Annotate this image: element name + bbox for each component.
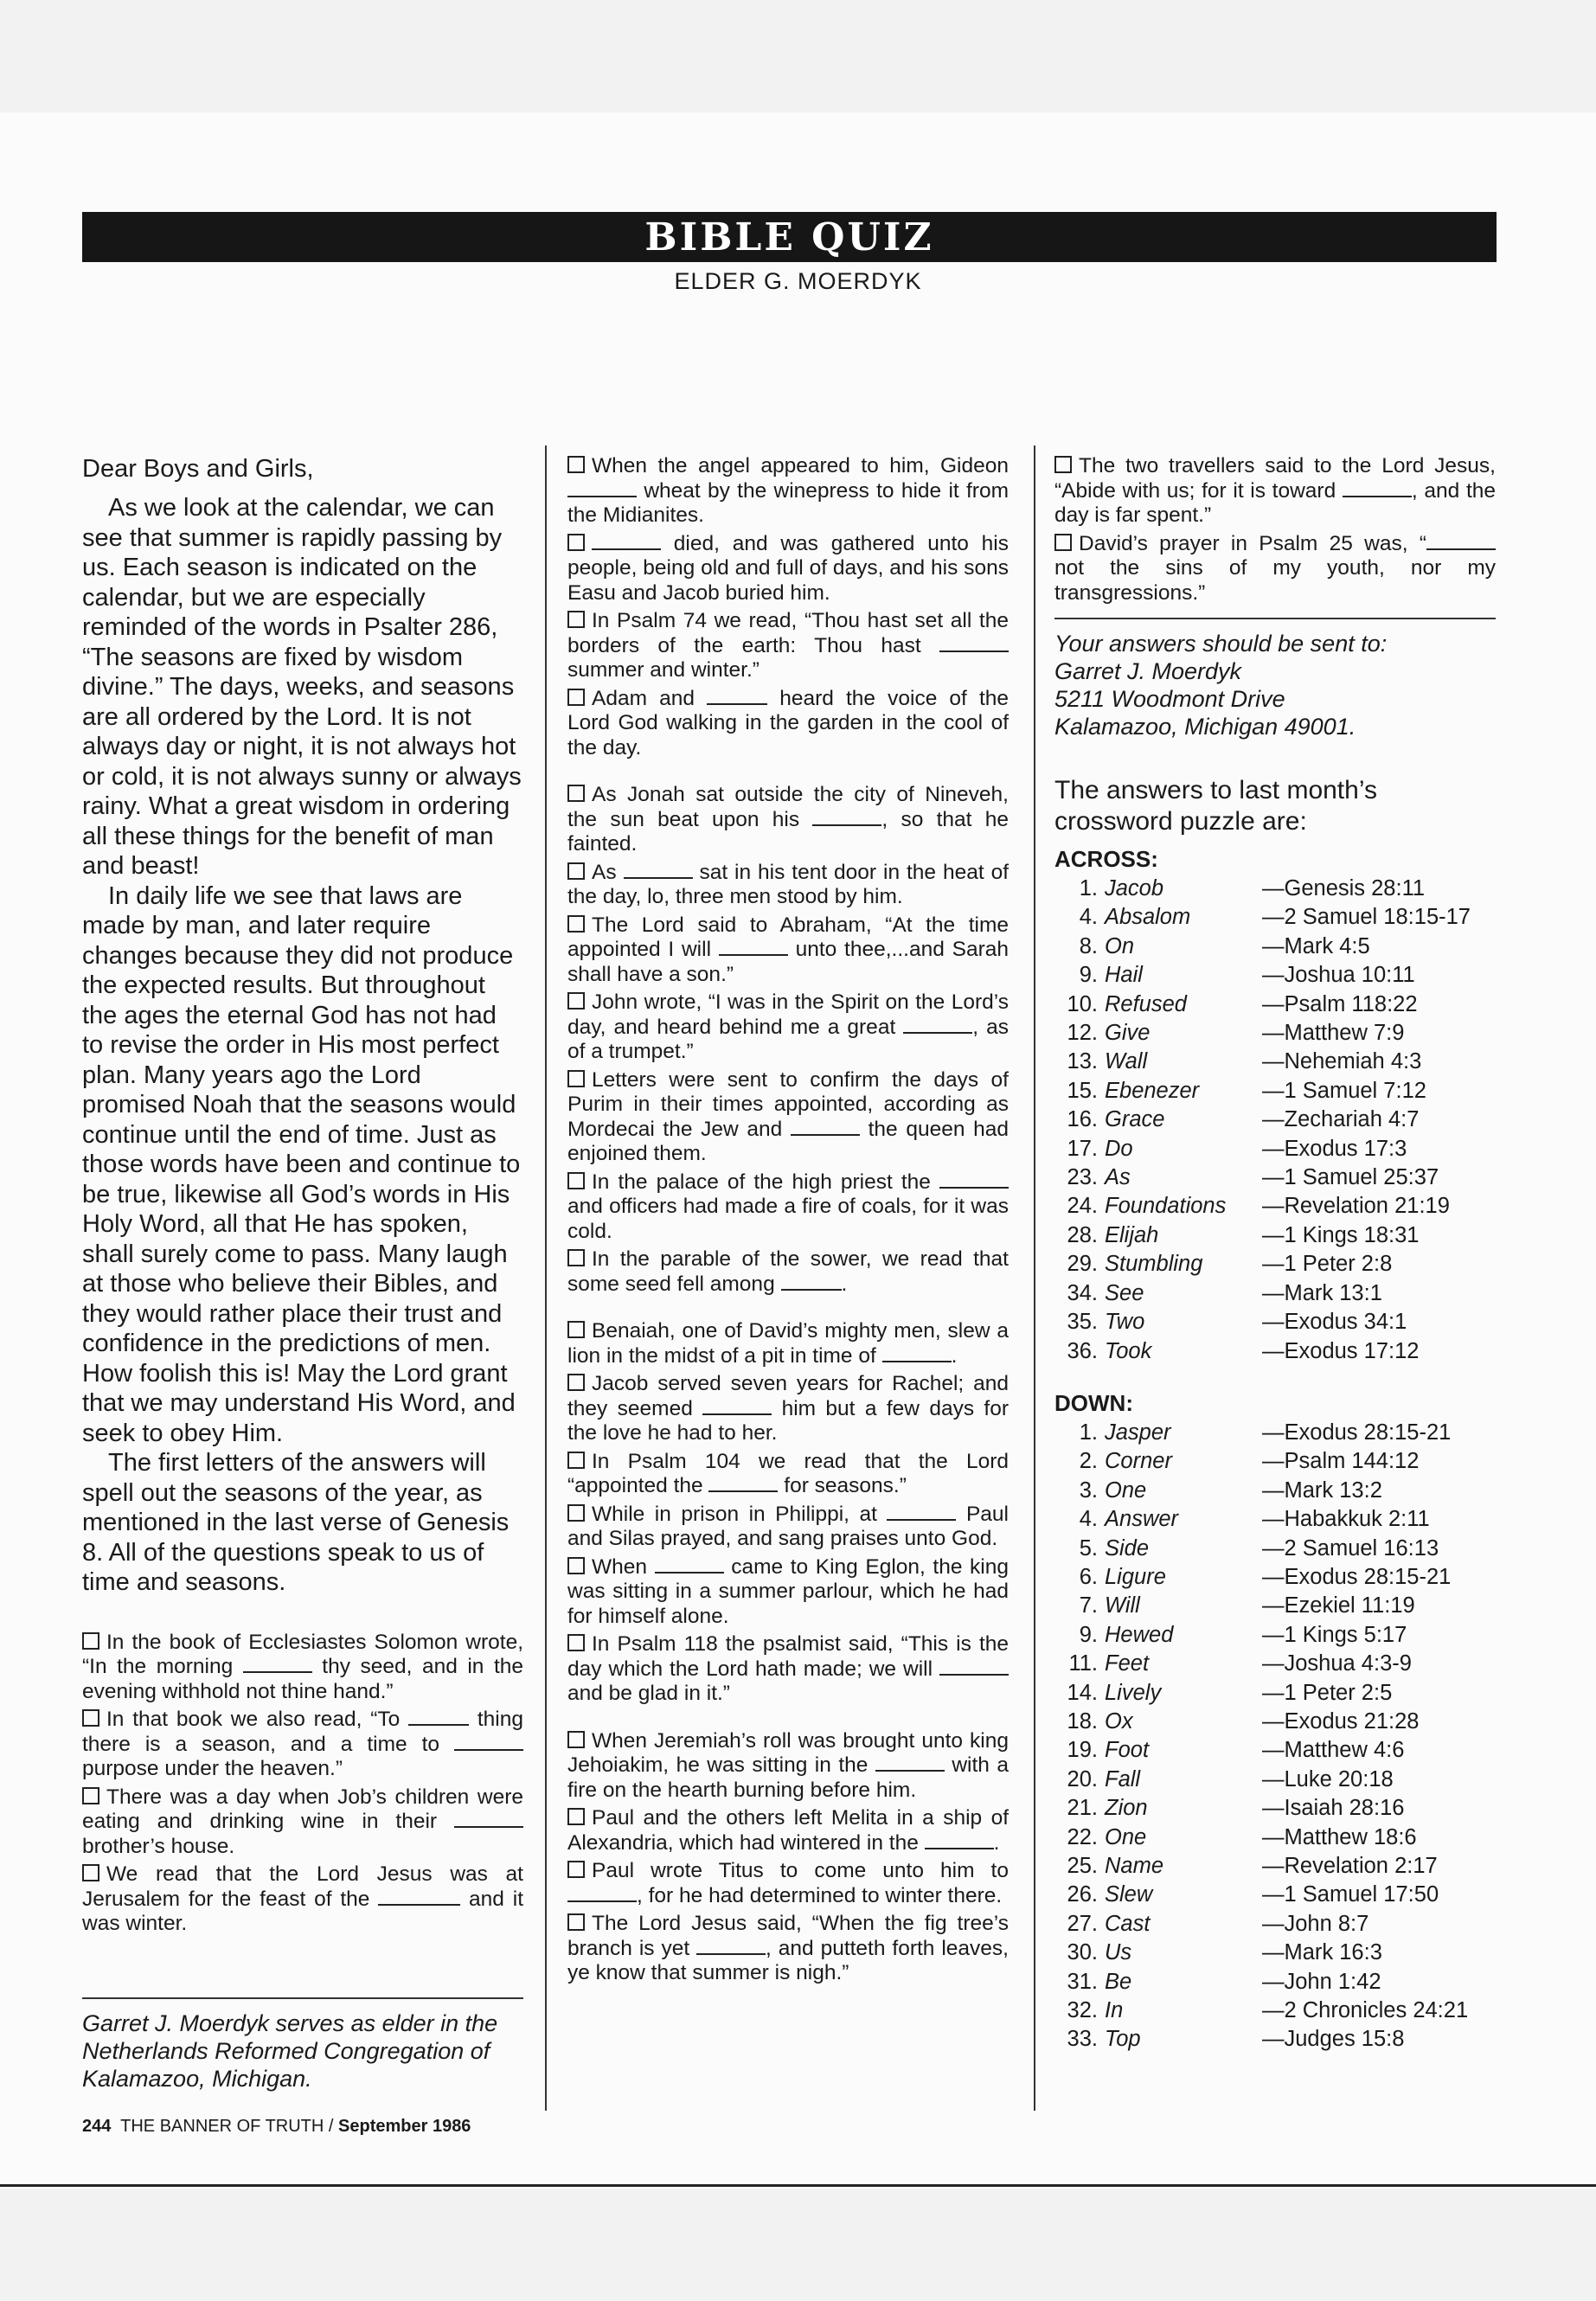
- page-title: BIBLE QUIZ: [644, 215, 934, 260]
- answer-blank[interactable]: [702, 1400, 772, 1415]
- answer-number: 24.: [1067, 1194, 1098, 1219]
- quiz-question: The Lord Jesus said, “When the fig tree’s branch is yet , and putteth forth leaves, ye know that summer is nigh.”: [567, 1912, 1009, 1984]
- answer-word: Ebenezer: [1105, 1078, 1200, 1103]
- intro-text: [82, 493, 523, 1598]
- across-answer-list: [1054, 875, 1496, 1366]
- answer-word: Cast: [1105, 1911, 1151, 1936]
- answer-word: Foundations: [1105, 1194, 1227, 1219]
- intro-paragraph: The first letters of the answers will spell out the seasons of the year, as mentioned in the last verse of Genesis 8. All of the questions speak to us of time and seasons.: [82, 1449, 510, 1596]
- answer-reference: —Nehemiah 4:3: [1262, 1049, 1422, 1074]
- answer-blank[interactable]: [812, 811, 881, 826]
- page-number: 244: [82, 2117, 112, 2136]
- answer-reference: —Psalm 118:22: [1262, 991, 1418, 1016]
- quiz-question: When Jeremiah’s roll was brought unto king Jehoiakim, he was sitting in the with a fire on the hearth burning before him.: [567, 1728, 1009, 1802]
- answer-row: [1054, 1766, 1496, 1794]
- answer-word: Wall: [1105, 1049, 1148, 1074]
- answer-row: [1054, 933, 1496, 961]
- quiz-question: In the palace of the high priest the and officers had made a fire of coals, for it was cold.: [567, 1170, 1009, 1243]
- question-list: [82, 1631, 523, 1937]
- answer-reference: —1 Samuel 17:50: [1262, 1882, 1439, 1907]
- answer-row: [1054, 990, 1496, 1019]
- answer-row: [1054, 1592, 1496, 1620]
- column-right: [1054, 454, 1496, 2054]
- answer-reference: —2 Chronicles 24:21: [1262, 1998, 1469, 2023]
- answer-number: 21.: [1067, 1796, 1098, 1821]
- answer-blank[interactable]: [567, 482, 637, 497]
- answer-row: [1054, 1621, 1496, 1650]
- answer-word: Jasper: [1105, 1420, 1171, 1445]
- answer-reference: —Isaiah 28:16: [1262, 1796, 1405, 1821]
- answer-word: Name: [1105, 1854, 1164, 1878]
- answer-number: 35.: [1067, 1310, 1098, 1335]
- answer-reference: —Habakkuk 2:11: [1262, 1507, 1430, 1532]
- footnote-rule: [82, 1997, 523, 1999]
- down-heading: DOWN:: [1054, 1389, 1133, 1416]
- send-name: Garret J. Moerdyk: [1054, 658, 1242, 684]
- answer-row: [1054, 1679, 1496, 1708]
- answer-row: [1054, 1881, 1496, 1909]
- answer-number: 8.: [1079, 933, 1098, 958]
- answer-number: 16.: [1067, 1107, 1098, 1132]
- answer-reference: —1 Peter 2:8: [1262, 1252, 1393, 1277]
- quiz-question: There was a day when Job’s children were eating and drinking wine in their brother’s house.: [82, 1785, 523, 1858]
- answer-row: [1054, 1048, 1496, 1076]
- answer-number: 29.: [1067, 1252, 1098, 1277]
- answer-number: 15.: [1067, 1078, 1098, 1103]
- checkbox-icon[interactable]: [567, 1249, 585, 1266]
- answer-reference: —John 1:42: [1262, 1969, 1381, 1994]
- answer-blank[interactable]: [791, 1120, 860, 1136]
- checkbox-icon[interactable]: [82, 1787, 99, 1804]
- answer-word: Fall: [1105, 1766, 1141, 1791]
- answer-number: 4.: [1079, 905, 1098, 930]
- answer-blank[interactable]: [939, 1173, 1009, 1189]
- answer-number: 1.: [1079, 1420, 1098, 1445]
- answer-word: Elijah: [1105, 1222, 1159, 1247]
- answer-row: [1054, 1163, 1496, 1192]
- checkbox-icon[interactable]: [82, 1632, 99, 1650]
- answer-row: [1054, 1535, 1496, 1563]
- answer-row: [1054, 1221, 1496, 1250]
- answer-blank[interactable]: [1426, 535, 1496, 550]
- answer-number: 3.: [1079, 1477, 1098, 1503]
- author-footnote: Garret J. Moerdyk serves as elder in the Netherlands Reformed Congregation of Kalamazoo, Michigan.: [82, 2009, 498, 2092]
- send-street: 5211 Woodmont Drive: [1054, 686, 1285, 712]
- quiz-question: In Psalm 118 the psalmist said, “This is the day which the Lord hath made; we will and be glad in it.”: [567, 1632, 1009, 1705]
- checkbox-icon[interactable]: [567, 1374, 585, 1391]
- salutation: Dear Boys and Girls,: [82, 455, 314, 483]
- answer-word: One: [1105, 1477, 1147, 1503]
- answer-number: 17.: [1067, 1136, 1098, 1161]
- answer-word: Will: [1105, 1593, 1140, 1618]
- answer-row: [1054, 1505, 1496, 1534]
- checkbox-icon[interactable]: [567, 915, 585, 933]
- checkbox-icon[interactable]: [567, 1557, 585, 1574]
- answer-row: [1054, 1968, 1496, 1997]
- across-heading: ACROSS:: [1054, 846, 1158, 872]
- checkbox-icon[interactable]: [567, 1731, 585, 1748]
- answer-word: Absalom: [1105, 905, 1191, 930]
- column-divider: [545, 445, 547, 2111]
- answer-row: [1054, 2025, 1496, 2054]
- answer-number: 30.: [1067, 1940, 1098, 1965]
- answer-row: [1054, 1106, 1496, 1134]
- answer-blank[interactable]: [875, 1756, 945, 1772]
- answer-number: 12.: [1067, 1021, 1098, 1046]
- quiz-question: The two travellers said to the Lord Jesus, “Abide with us; for it is toward , and the day is far spent.”: [1054, 454, 1497, 527]
- answer-number: 23.: [1067, 1165, 1098, 1190]
- checkbox-icon[interactable]: [567, 785, 585, 802]
- answer-word: As: [1105, 1165, 1131, 1190]
- answer-word: Answer: [1105, 1507, 1179, 1532]
- quiz-question: The Lord said to Abraham, “At the time appointed I will unto thee,...and Sarah shall have a son.”: [567, 913, 1010, 986]
- answer-row: [1054, 1135, 1496, 1163]
- answer-reference: —1 Kings 5:17: [1262, 1622, 1407, 1647]
- quiz-question: When the angel appeared to him, Gideon wheat by the winepress to hide it from the Midianites.: [567, 454, 1010, 527]
- checkbox-icon[interactable]: [1054, 534, 1072, 551]
- checkbox-icon[interactable]: [567, 992, 585, 1009]
- answer-number: 14.: [1067, 1680, 1098, 1705]
- answer-number: 6.: [1079, 1564, 1098, 1589]
- page-bottom-rule: [0, 2184, 1596, 2187]
- checkbox-icon[interactable]: [567, 611, 585, 628]
- answer-blank[interactable]: [454, 1735, 523, 1751]
- answer-row: [1054, 1419, 1496, 1447]
- answer-reference: —1 Samuel 25:37: [1262, 1165, 1439, 1190]
- checkbox-icon[interactable]: [1054, 456, 1072, 473]
- page-folio: [82, 2117, 471, 2137]
- checkbox-icon[interactable]: [82, 1709, 99, 1727]
- section-rule: [1054, 618, 1496, 619]
- answer-reference: —Joshua 10:11: [1262, 963, 1415, 988]
- quiz-question: David’s prayer in Psalm 25 was, “ not the sins of my youth, nor my transgressions.”: [1054, 531, 1496, 605]
- answer-number: 9.: [1079, 963, 1098, 988]
- quiz-question: In Psalm 74 we read, “Thou hast set all the borders of the earth: Thou hast summer and winter.”: [567, 609, 1009, 682]
- answer-number: 28.: [1067, 1222, 1098, 1247]
- answer-blank[interactable]: [707, 689, 767, 705]
- column-divider: [1034, 445, 1035, 2111]
- answer-row: [1054, 1337, 1496, 1366]
- answer-number: 4.: [1079, 1507, 1098, 1532]
- answer-row: [1054, 1939, 1496, 1967]
- quiz-question: While in prison in Philippi, at Paul and Silas prayed, and sang praises unto God.: [567, 1502, 1009, 1550]
- answer-word: Ligure: [1105, 1564, 1166, 1589]
- answer-row: [1054, 1823, 1496, 1852]
- answer-number: 1.: [1079, 876, 1098, 901]
- answer-number: 9.: [1079, 1622, 1098, 1647]
- answer-reference: —Joshua 4:3-9: [1262, 1651, 1412, 1676]
- answer-number: 13.: [1067, 1049, 1098, 1074]
- answer-blank[interactable]: [781, 1275, 842, 1291]
- quiz-question: John wrote, “I was in the Spirit on the Lord’s day, and heard behind me a great , as of a trumpet.”: [567, 990, 1009, 1063]
- answer-blank[interactable]: [925, 1834, 994, 1849]
- answer-row: [1054, 1650, 1496, 1678]
- answer-word: Refused: [1105, 991, 1187, 1016]
- answer-reference: —Luke 20:18: [1262, 1766, 1394, 1791]
- answer-number: 26.: [1067, 1882, 1098, 1907]
- answer-reference: —Revelation 21:19: [1262, 1194, 1450, 1219]
- answer-row: [1054, 1852, 1496, 1881]
- checkbox-icon[interactable]: [567, 534, 585, 551]
- answer-row: [1054, 1794, 1496, 1823]
- answer-word: Us: [1105, 1940, 1132, 1965]
- quiz-question: As Jonah sat outside the city of Nineveh, the sun beat upon his , so that he fainted.: [567, 783, 1009, 856]
- answer-blank[interactable]: [708, 1477, 778, 1492]
- answer-word: Jacob: [1105, 876, 1164, 901]
- answer-blank[interactable]: [655, 1558, 724, 1574]
- answer-row: [1054, 1077, 1496, 1106]
- answer-reference: —1 Kings 18:31: [1262, 1222, 1420, 1247]
- answer-reference: —Revelation 2:17: [1262, 1854, 1438, 1878]
- quiz-question: In the book of Ecclesiastes Solomon wrote, “In the morning thy seed, and in the evening withhold not thine hand.”: [82, 1630, 523, 1703]
- quiz-question: Jacob served seven years for Rachel; and they seemed him but a few days for the love he had to her.: [567, 1372, 1010, 1445]
- answer-word: Took: [1105, 1338, 1152, 1363]
- answer-blank[interactable]: [719, 940, 788, 956]
- title-banner: [82, 212, 1497, 262]
- quiz-question: In Psalm 104 we read that the Lord “appointed the for seasons.”: [567, 1449, 1009, 1497]
- answer-reference: —2 Samuel 18:15-17: [1262, 905, 1471, 930]
- answer-word: Top: [1105, 2027, 1141, 2052]
- answer-word: Side: [1105, 1535, 1150, 1561]
- answer-row: [1054, 875, 1496, 903]
- answer-blank[interactable]: [624, 863, 693, 879]
- answer-blank[interactable]: [243, 1657, 312, 1673]
- column-left: [82, 454, 523, 2093]
- answer-reference: —Psalm 144:12: [1262, 1449, 1420, 1474]
- answer-word: One: [1105, 1824, 1147, 1849]
- answer-number: 5.: [1079, 1535, 1098, 1561]
- answer-word: Corner: [1105, 1449, 1172, 1474]
- answer-word: On: [1105, 933, 1135, 958]
- answer-number: 31.: [1067, 1969, 1098, 1994]
- checkbox-icon[interactable]: [567, 456, 585, 473]
- answer-row: [1054, 1019, 1496, 1048]
- answer-blank[interactable]: [592, 535, 661, 550]
- answer-word: Foot: [1105, 1738, 1150, 1763]
- answer-reference: —Mark 16:3: [1262, 1940, 1382, 1965]
- answer-blank[interactable]: [1343, 482, 1412, 497]
- answer-row: [1054, 1447, 1496, 1476]
- answer-row: [1054, 1250, 1496, 1279]
- answer-reference: —Mark 4:5: [1262, 933, 1370, 958]
- checkbox-icon[interactable]: [567, 1808, 585, 1825]
- answer-reference: —Genesis 28:11: [1262, 876, 1426, 901]
- answer-word: Slew: [1105, 1882, 1153, 1907]
- answer-word: Give: [1105, 1021, 1151, 1046]
- quiz-question: died, and was gathered unto his people, being old and full of days, and his sons Easu and Jacob buried him.: [567, 531, 1009, 605]
- answer-number: 2.: [1079, 1449, 1098, 1474]
- answer-number: 33.: [1067, 2027, 1098, 2052]
- answer-row: [1054, 1192, 1496, 1221]
- answer-word: Ox: [1105, 1708, 1133, 1734]
- checkbox-icon[interactable]: [567, 1172, 585, 1189]
- answer-number: 19.: [1067, 1738, 1098, 1763]
- checkbox-icon[interactable]: [567, 1504, 585, 1522]
- answer-reference: —1 Peter 2:5: [1262, 1680, 1393, 1705]
- answer-word: Do: [1105, 1136, 1133, 1161]
- checkbox-icon[interactable]: [82, 1864, 99, 1881]
- answer-row: [1054, 1708, 1496, 1736]
- intro-paragraph: As we look at the calendar, we can see that summer is rapidly passing by us. Each season is indicated on the calendar, but we are especially reminded of the words in Psalter 286, “The seasons are fixed by wisdom divine.” The days, weeks, and seasons are all ordered by the Lord. It is not always day or night, it is not always hot or cold, it is not always sunny or always rainy. What a great wisdom in ordering all these things for the benefit of man and beast!: [82, 494, 522, 880]
- send-answers-block: [1054, 630, 1496, 740]
- answer-blank[interactable]: [903, 1018, 972, 1034]
- answer-blank[interactable]: [567, 1887, 637, 1902]
- checkbox-icon[interactable]: [567, 1321, 585, 1338]
- answer-reference: —Exodus 17:12: [1262, 1338, 1420, 1363]
- answer-word: Grace: [1105, 1107, 1165, 1132]
- answer-word: Zion: [1105, 1796, 1148, 1821]
- answer-number: 10.: [1067, 991, 1098, 1016]
- answer-reference: —Mark 13:2: [1262, 1477, 1382, 1503]
- answer-number: 32.: [1067, 1998, 1098, 2023]
- answer-number: 25.: [1067, 1854, 1098, 1878]
- down-answer-list: [1054, 1419, 1496, 2054]
- checkbox-icon[interactable]: [567, 1634, 585, 1651]
- answer-number: 11.: [1068, 1651, 1098, 1676]
- quiz-question: In the parable of the sower, we read that some seed fell among .: [567, 1247, 1009, 1296]
- answer-number: 20.: [1067, 1766, 1098, 1791]
- answer-reference: —Mark 13:1: [1262, 1280, 1382, 1305]
- answer-reference: —Matthew 18:6: [1262, 1824, 1417, 1849]
- answer-blank[interactable]: [378, 1890, 460, 1906]
- quiz-question: Benaiah, one of David’s mighty men, slew a lion in the midst of a pit in time of .: [567, 1319, 1009, 1368]
- quiz-question: Paul wrote Titus to come unto him to , for he had determined to winter there.: [567, 1859, 1009, 1908]
- answer-reference: —2 Samuel 16:13: [1262, 1535, 1439, 1561]
- answer-row: [1054, 903, 1496, 932]
- quiz-question: Letters were sent to confirm the days of Purim in their times appointed, according as Mordecai the Jew and the queen had enjoined them.: [567, 1067, 1009, 1165]
- answer-number: 18.: [1067, 1708, 1098, 1734]
- answer-row: [1054, 1736, 1496, 1765]
- answer-row: [1054, 961, 1496, 990]
- answer-number: 36.: [1067, 1338, 1098, 1363]
- answer-row: [1054, 1997, 1496, 2025]
- answer-reference: —1 Samuel 7:12: [1262, 1078, 1426, 1103]
- quiz-question: We read that the Lord Jesus was at Jerusalem for the feast of the and it was winter.: [82, 1862, 523, 1935]
- checkbox-icon[interactable]: [567, 1452, 585, 1469]
- answer-row: [1054, 1279, 1496, 1308]
- answer-word: In: [1105, 1998, 1124, 2023]
- answer-number: 27.: [1067, 1911, 1098, 1936]
- answer-word: Feet: [1105, 1651, 1150, 1676]
- answer-reference: —Exodus 17:3: [1262, 1136, 1407, 1161]
- quiz-question: Adam and heard the voice of the Lord God walking in the garden in the cool of the day.: [567, 686, 1010, 760]
- answer-reference: —Exodus 34:1: [1262, 1310, 1407, 1335]
- answer-reference: —Exodus 21:28: [1262, 1708, 1420, 1734]
- answer-reference: —Zechariah 4:7: [1262, 1107, 1420, 1132]
- quiz-question: When came to King Eglon, the king was sitting in a summer parlour, which he had for himself alone.: [567, 1554, 1009, 1628]
- answer-word: Two: [1105, 1310, 1145, 1335]
- checkbox-icon[interactable]: [567, 1070, 585, 1087]
- answer-blank[interactable]: [882, 1347, 952, 1362]
- answer-number: 34.: [1067, 1280, 1098, 1305]
- quiz-question: Paul and the others left Melita in a ship of Alexandria, which had wintered in the .: [567, 1806, 1009, 1855]
- checkbox-icon[interactable]: [567, 862, 585, 880]
- answer-blank[interactable]: [696, 1939, 766, 1955]
- answer-number: 22.: [1067, 1824, 1098, 1849]
- column-middle: [567, 454, 1009, 1990]
- answer-blank[interactable]: [408, 1710, 469, 1726]
- answer-blank[interactable]: [454, 1812, 523, 1828]
- answer-word: Hail: [1105, 963, 1143, 988]
- issue-date: September 1986: [338, 2117, 471, 2136]
- checkbox-icon[interactable]: [567, 1861, 585, 1878]
- answer-reference: —Ezekiel 11:19: [1262, 1593, 1415, 1618]
- answer-number: 7.: [1079, 1593, 1098, 1618]
- answer-word: Lively: [1105, 1680, 1162, 1705]
- answer-word: Hewed: [1105, 1622, 1174, 1647]
- checkbox-icon[interactable]: [567, 689, 585, 706]
- checkbox-icon[interactable]: [567, 1913, 585, 1931]
- intro-paragraph: In daily life we see that laws are made by man, and later require changes because they did not produce the expected results. But throughout the ages the eternal God has not had to revise the order in His most perfect plan. Many years ago the Lord promised Noah that the seasons would continue until the end of time. Just as those words have been and continue to be true, likewise all God’s words in His Holy Word, all that He has spoken, shall surely come to pass. Many laugh at those who believe their Bibles, and they would rather place their trust and confidence in the predictions of men. How foolish this is! May the Lord grant that we may understand His Word, and seek to obey Him.: [82, 881, 521, 1447]
- answer-blank[interactable]: [939, 637, 1009, 652]
- publication-name: THE BANNER OF TRUTH /: [120, 2117, 334, 2136]
- crossword-lead: The answers to last month’s crossword puzzle are:: [1054, 776, 1377, 836]
- quiz-question: As sat in his tent door in the heat of the day, lo, three men stood by him.: [567, 860, 1009, 908]
- answer-word: Stumbling: [1105, 1252, 1203, 1277]
- answer-blank[interactable]: [939, 1660, 1009, 1676]
- answer-reference: —Matthew 7:9: [1262, 1021, 1405, 1046]
- quiz-question: In that book we also read, “To thing there is a season, and a time to purpose under the heaven.”: [82, 1708, 524, 1780]
- answer-reference: —Exodus 28:15-21: [1262, 1420, 1452, 1445]
- answer-reference: —Exodus 28:15-21: [1262, 1564, 1452, 1589]
- send-label: Your answers should be sent to:: [1054, 631, 1388, 657]
- answer-word: See: [1105, 1280, 1144, 1305]
- answer-blank[interactable]: [887, 1505, 956, 1521]
- answer-word: Be: [1105, 1969, 1132, 1994]
- answer-reference: —John 8:7: [1262, 1911, 1369, 1936]
- answer-row: [1054, 1477, 1496, 1505]
- answer-reference: —Judges 15:8: [1262, 2027, 1405, 2052]
- author-byline: ELDER G. MOERDYK: [674, 268, 922, 294]
- answer-reference: —Matthew 4:6: [1262, 1738, 1405, 1763]
- answer-row: [1054, 1308, 1496, 1336]
- answer-row: [1054, 1563, 1496, 1592]
- answer-row: [1054, 1910, 1496, 1939]
- send-city: Kalamazoo, Michigan 49001.: [1054, 714, 1356, 740]
